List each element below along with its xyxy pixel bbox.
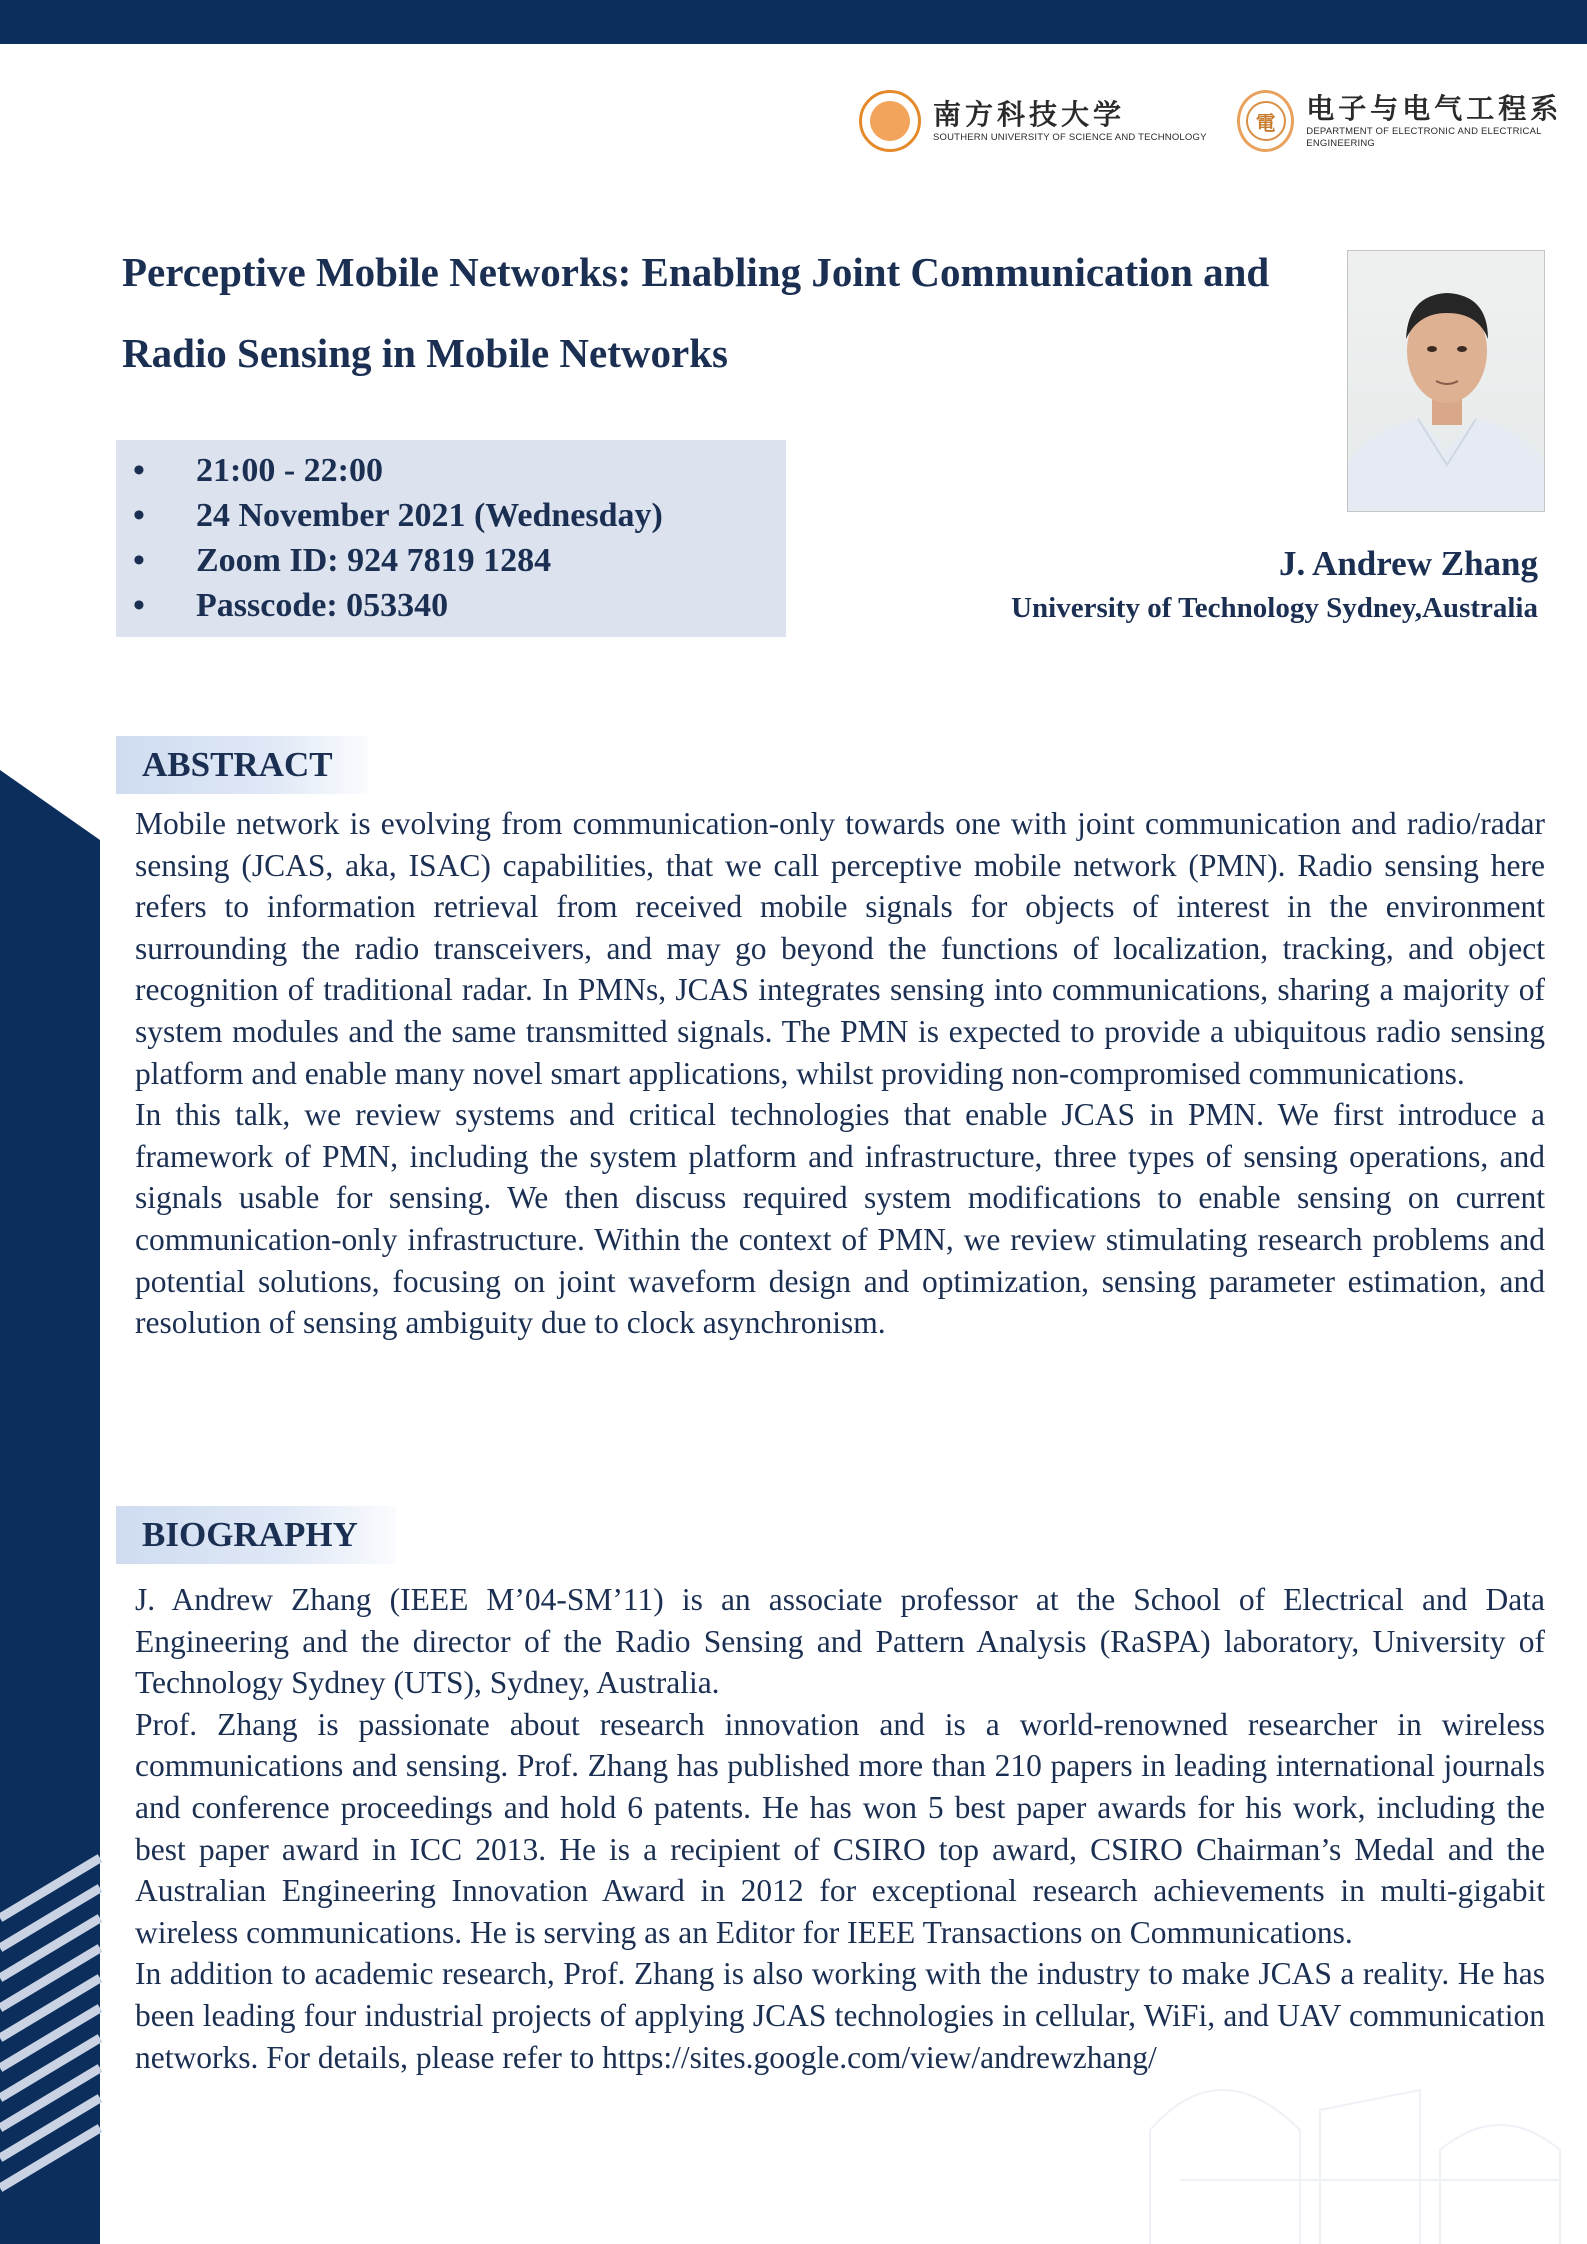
biography-paragraph: Prof. Zhang is passionate about research innovation and is a world-renowned researcher in wireless communications and sensing. Prof. Zhang has published more than 210 papers in leading international journals and conference proceedings and hold 6 patents. He has won 5 best paper awards for his work, including the best paper award in ICC 2013. He is a recipient of CSIRO top award, CSIRO Chairman’s Medal and the Australian Engineering Innovation Award in 2012 for exceptional research achievements in multi-gigabit wireless communications. He is serving as an Editor for IEEE Transactions on Communications. [135,1706,1545,1950]
department-emblem-icon: 電 [1237,90,1294,152]
abstract-heading: ABSTRACT [116,736,368,794]
event-info-box [116,440,786,637]
abstract-paragraph: In this talk, we review systems and critical technologies that enable JCAS in PMN. We first introduce a framework of PMN, including the system platform and infrastructure, three types of sensing operations, and signals usable for sensing. We then discuss required system modifications to enable sensing on current communication-only infrastructure. Within the context of PMN, we review stimulating research problems and potential solutions, focusing on joint waveform design and optimization, sensing parameter estimation, and resolution of sensing ambiguity due to clock asynchronism. [135,1097,1545,1341]
department-logo [1237,90,1587,152]
sustech-logo [859,90,1207,152]
abstract-paragraph: Mobile network is evolving from communication-only towards one with joint communication and radio/radar sensing (JCAS, aka, ISAC) capabilities, that we call perceptive mobile network (PMN). Radio sensing here refers to information retrieval from received mobile signals for objects of interest in the environment surrounding the radio transceivers, and may go beyond the functions of localization, tracking, and object recognition of traditional radar. In PMNs, JCAS integrates sensing into communications, sharing a majority of system modules and the same transmitted signals. The PMN is expected to provide a ubiquitous radio sensing platform and enable many novel smart applications, whilst providing non-compromised communications. [135,806,1545,1091]
sustech-name-cn: 南方科技大学 [933,98,1126,131]
speaker-affiliation: University of Technology Sydney,Australia [1011,592,1538,624]
department-name-cn: 电子与电气工程系 [1306,92,1563,125]
event-time: • 21:00 - 22:00 [133,452,383,489]
sustech-name-en: SOUTHERN UNIVERSITY OF SCIENCE AND TECHNOLOGY [933,132,1207,143]
biography-heading: BIOGRAPHY [116,1506,396,1564]
speaker-name: J. Andrew Zhang [1278,544,1538,583]
event-date: • 24 November 2021 (Wednesday) [133,497,663,534]
top-banner [0,0,1587,44]
zoom-id: • Zoom ID: 924 7819 1284 [133,542,552,579]
talk-title: Perceptive Mobile Networks: Enabling Joint Communication and Radio Sensing in Mobile Networks [122,249,1270,376]
speaker-photo [1347,250,1545,512]
sustech-emblem-icon [859,90,921,152]
event-info-list [116,440,786,628]
biography-body [135,1579,1545,2078]
biography-paragraph: J. Andrew Zhang (IEEE M’04-SM’11) is an associate professor at the School of Electrical and Data Engineering and the director of the Radio Sensing and Pattern Analysis (RaSPA) laboratory, University of Technology Sydney (UTS), Sydney, Australia. [135,1582,1545,1701]
abstract-body [135,803,1545,1344]
biography-paragraph: In addition to academic research, Prof. Zhang is also working with the industry to make JCAS a reality. He has been leading four industrial projects of applying JCAS technologies in cellular, WiFi, and UAV communication networks. For details, please refer to https://sites.google.com/view/andrewzhang/ [135,1956,1545,2075]
department-name-en: DEPARTMENT OF ELECTRONIC AND ELECTRICAL ENGINEERING [1306,126,1542,149]
zoom-passcode: • Passcode: 053340 [133,587,449,624]
